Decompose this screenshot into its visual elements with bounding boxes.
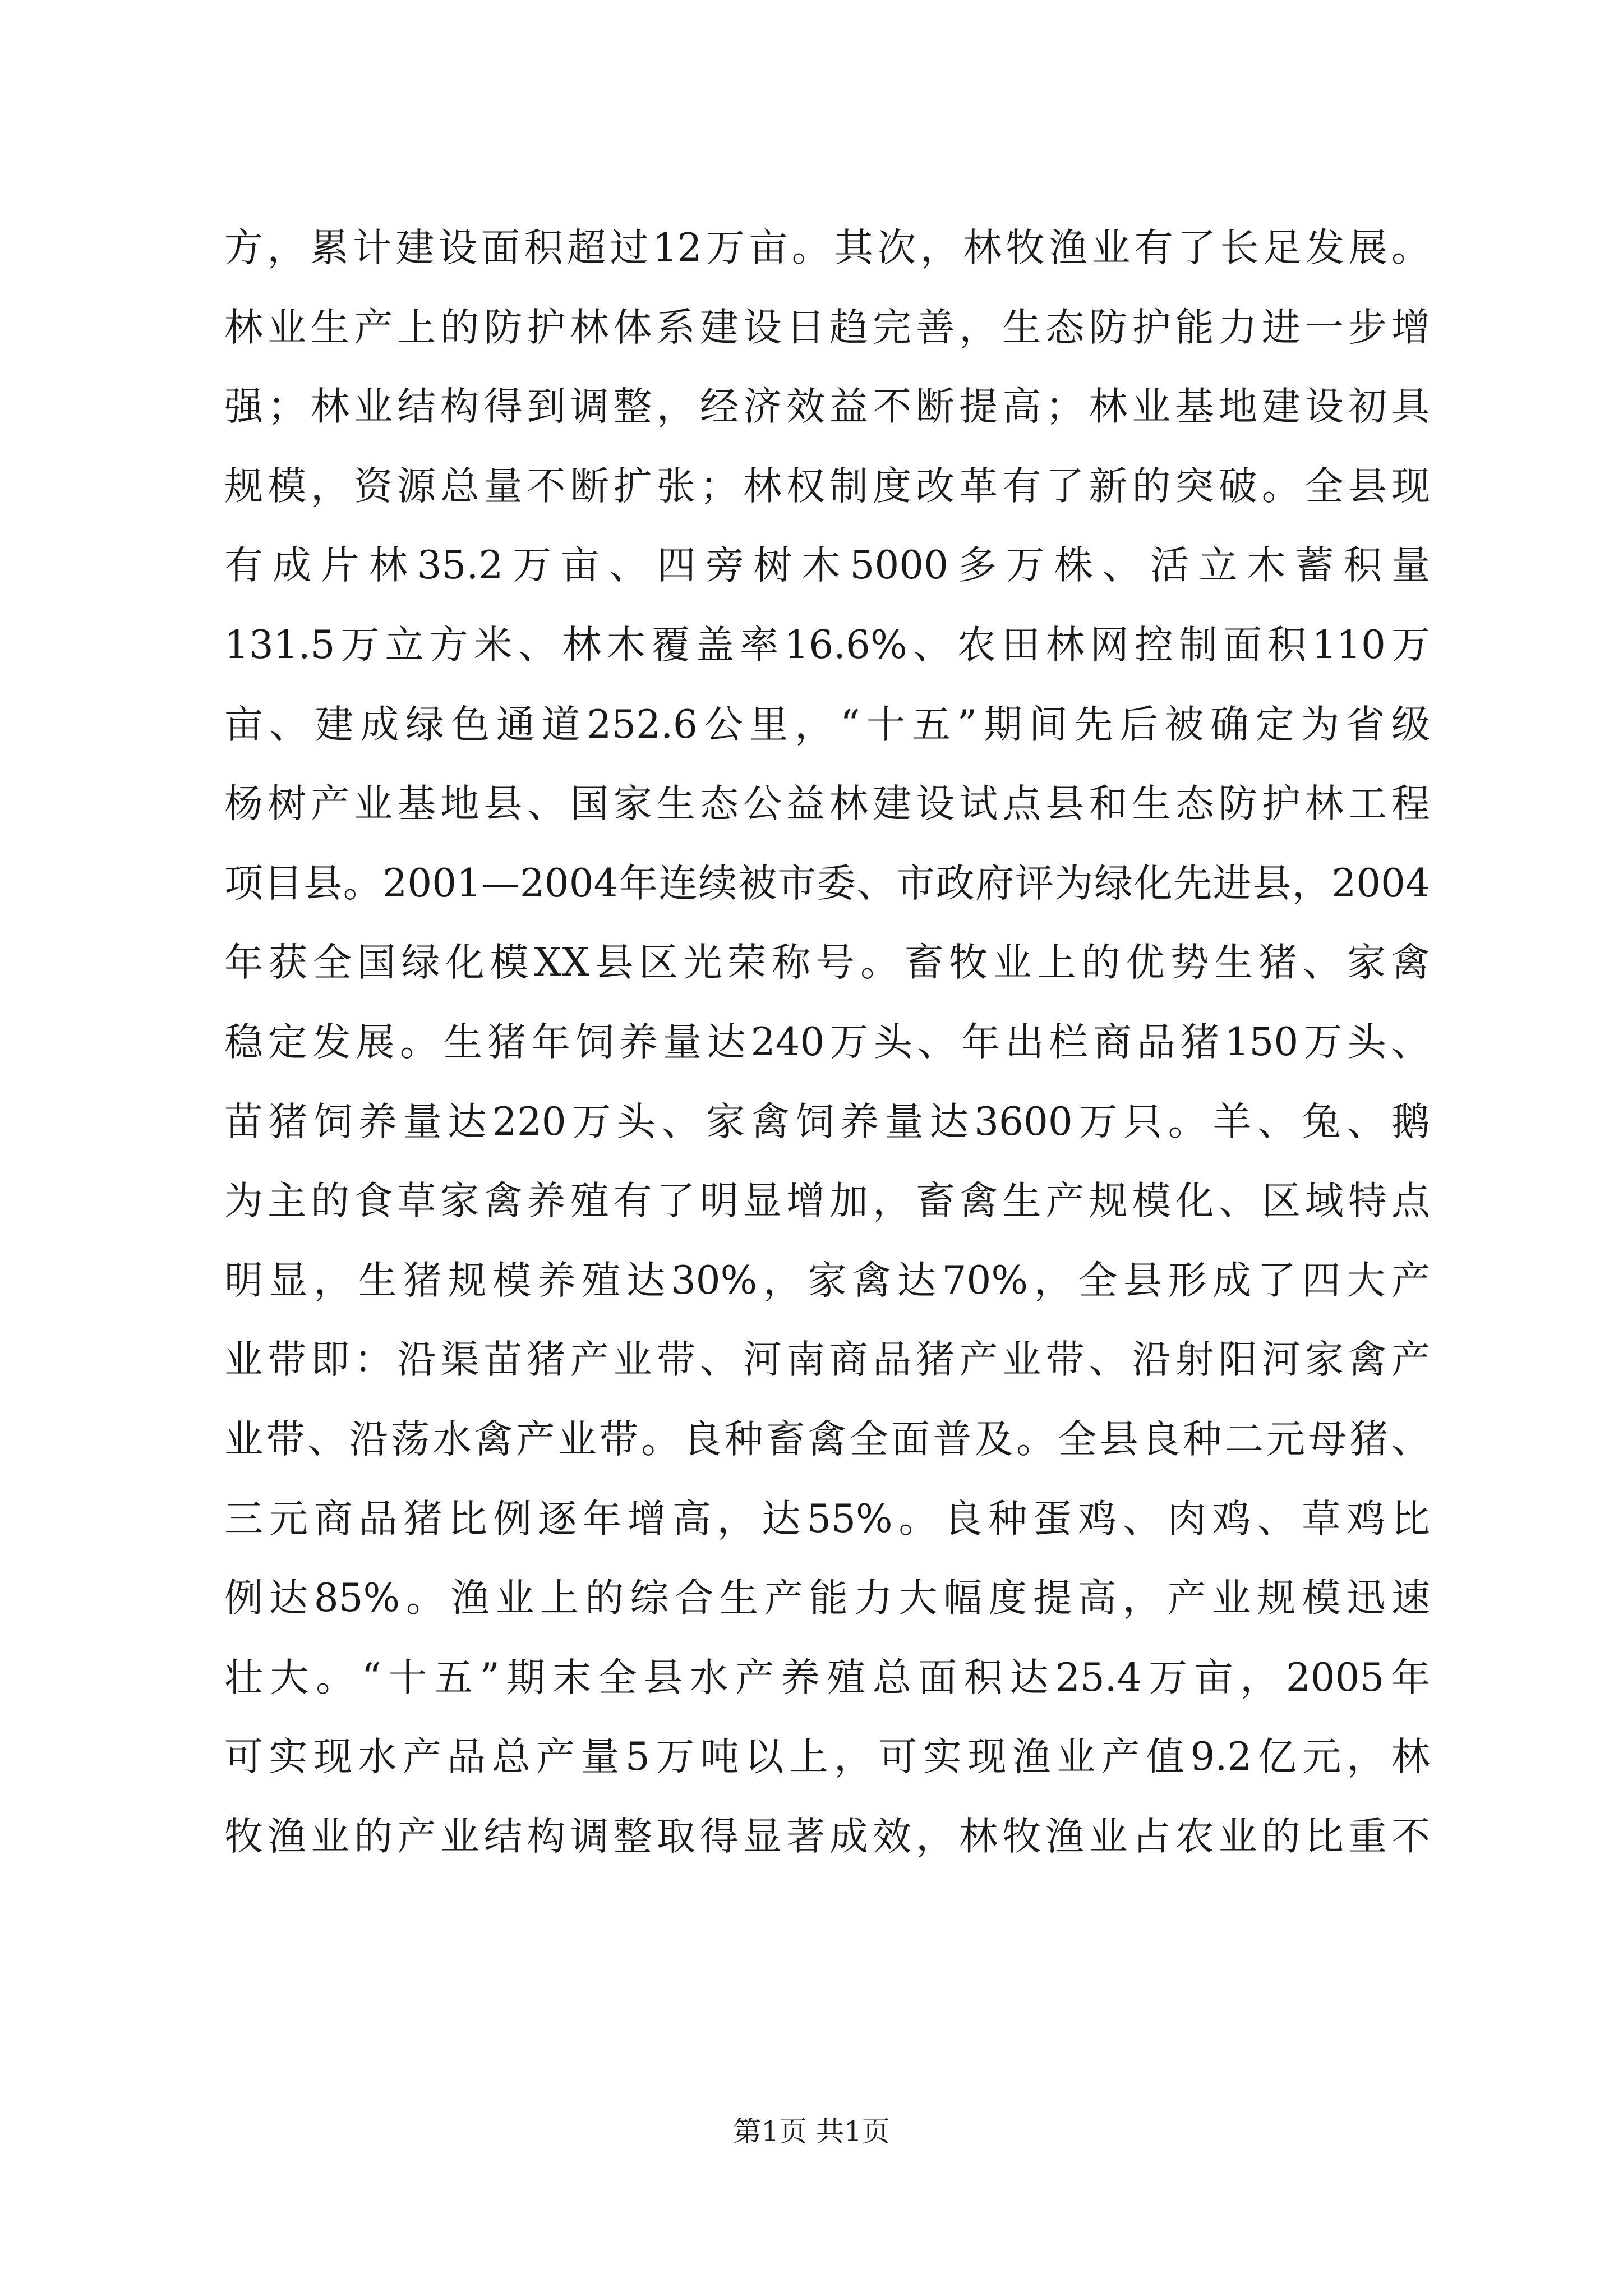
text-line: 牧渔业的产业结构调整取得显著成效，林牧渔业占农业的比重不 — [224, 1814, 1430, 1859]
text-line: 为主的食草家禽养殖有了明显增加，畜禽生产规模化、区域特点 — [224, 1179, 1430, 1224]
text-line: 业带、沿荡水禽产业带。良种畜禽全面普及。全县良种二元母猪、 — [224, 1416, 1430, 1462]
text-line: 苗猪饲养量达220万头、家禽饲养量达3600万只。羊、兔、鹅 — [224, 1099, 1430, 1144]
text-line: 方，累计建设面积超过12万亩。其次，林牧渔业有了长足发展。 — [224, 226, 1430, 270]
text-line: 稳定发展。生猪年饲养量达240万头、年出栏商品猪150万头、 — [224, 1019, 1430, 1065]
text-line: 杨树产业基地县、国家生态公益林建设试点县和生态防护林工程 — [224, 781, 1430, 827]
text-line: 年获全国绿化模XX县区光荣称号。畜牧业上的优势生猪、家禽 — [224, 940, 1430, 986]
text-line: 131.5万立方米、林木覆盖率16.6%、农田林网控制面积110万 — [224, 622, 1430, 668]
page-number: 第1页 共1页 — [733, 2115, 890, 2148]
text-line: 三元商品猪比例逐年增高，达55%。良种蛋鸡、肉鸡、草鸡比 — [224, 1496, 1430, 1542]
body-text — [224, 209, 1430, 1876]
text-line: 强；林业结构得到调整，经济效益不断提高；林业基地建设初具 — [224, 384, 1430, 430]
text-line: 亩、建成绿色通道252.6公里，“十五”期间先后被确定为省级 — [224, 702, 1430, 747]
text-line: 例达85%。渔业上的综合生产能力大幅度提高，产业规模迅速 — [224, 1576, 1430, 1621]
text-line: 林业生产上的防护林体系建设日趋完善，生态防护能力进一步增 — [224, 305, 1430, 350]
text-line: 有成片林35.2万亩、四旁树木5000多万株、活立木蓄积量 — [224, 543, 1430, 588]
text-line: 业带即：沿渠苗猪产业带、河南商品猪产业带、沿射阳河家禽产 — [224, 1337, 1430, 1383]
page-footer — [0, 2109, 1623, 2150]
text-line: 可实现水产品总产量5万吨以上，可实现渔业产值9.2亿元，林 — [224, 1734, 1430, 1780]
text-line: 项目县。2001—2004年连续被市委、市政府评为绿化先进县，2004 — [224, 861, 1430, 906]
text-line: 明显，生猪规模养殖达30%，家禽达70%，全县形成了四大产 — [224, 1258, 1430, 1303]
text-line: 规模，资源总量不断扩张；林权制度改革有了新的突破。全县现 — [224, 463, 1430, 509]
text-line: 壮大。“十五”期末全县水产养殖总面积达25.4万亩，2005年 — [224, 1655, 1430, 1700]
